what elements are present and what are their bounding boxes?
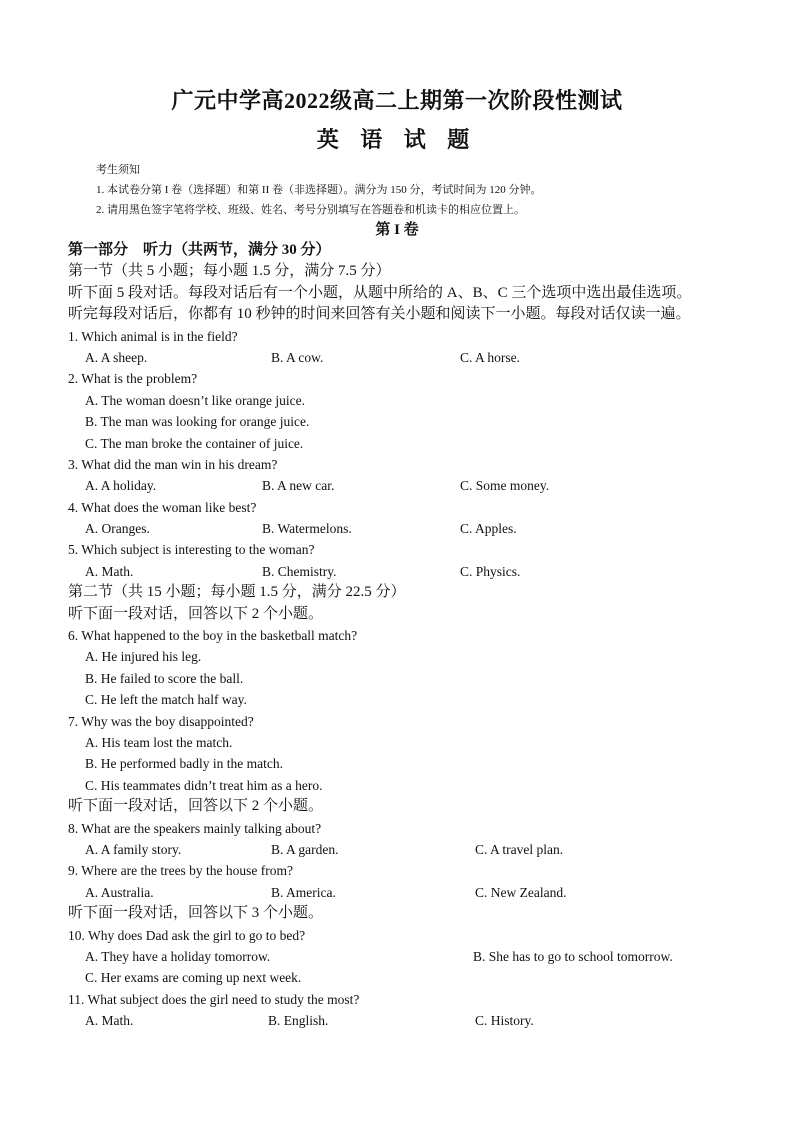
dialog-instruction: 听下面一段对话，回答以下 2 个小题。 xyxy=(68,798,324,815)
option-a: A. Math. xyxy=(85,1013,134,1029)
part-heading: 第一部分 听力（共两节，满分 30 分） xyxy=(68,242,331,258)
question-stem: 2. What is the problem? xyxy=(68,371,198,387)
option-a: A. A family story. xyxy=(85,841,182,857)
dialog-instruction: 听下面一段对话，回答以下 2 个小题。 xyxy=(68,605,324,622)
question-stem: 11. What subject does the girl need to study the most? xyxy=(68,991,360,1007)
listening-section xyxy=(68,240,748,1031)
option-c: C. Physics. xyxy=(460,563,521,579)
option-c: C. He left the match half way. xyxy=(85,692,247,708)
question-stem: 6. What happened to the boy in the basketball match? xyxy=(68,628,358,644)
option-c: C. New Zealand. xyxy=(475,884,567,900)
option-c: C. A horse. xyxy=(460,349,521,365)
option-c: C. His teammates didn’t treat him as a hero. xyxy=(85,777,323,793)
question-stem: 3. What did the man win in his dream? xyxy=(68,456,278,472)
notice-item: 1. 本试卷分第 I 卷（选择题）和第 II 卷（非选择题）。满分为 150 分，考试时间为 120 分钟。 xyxy=(96,184,542,196)
candidate-notice xyxy=(96,160,542,220)
option-a: A. Math. xyxy=(85,563,134,579)
option-c: C. Her exams are coming up next week. xyxy=(85,970,302,986)
question-stem: 10. Why does Dad ask the girl to go to bed? xyxy=(68,927,306,943)
option-c: C. The man broke the container of juice. xyxy=(85,435,304,451)
option-row xyxy=(68,946,748,967)
dialog-instruction: 听下面一段对话，回答以下 3 个小题。 xyxy=(68,905,324,922)
notice-heading: 考生须知 xyxy=(96,164,140,176)
instruction-line: 听完每段对话后，你都有 10 秒钟的时间来回答有关小题和阅读下一小题。每段对话仅读一遍。 xyxy=(68,306,691,323)
option-a: A. He injured his leg. xyxy=(85,649,202,665)
option-a: A. A sheep. xyxy=(85,349,148,365)
question-stem: 7. Why was the boy disappointed? xyxy=(68,713,254,729)
option-b: B. English. xyxy=(268,1013,329,1029)
option-c: C. A travel plan. xyxy=(475,841,564,857)
option-c: C. Apples. xyxy=(460,521,517,537)
question-stem: 9. Where are the trees by the house from? xyxy=(68,863,294,879)
option-b: B. A new car. xyxy=(262,478,335,494)
exam-title: 广元中学高2022级高二上期第一次阶段性测试 xyxy=(171,88,623,113)
option-row xyxy=(68,475,748,496)
option-b: B. A cow. xyxy=(271,349,324,365)
option-row xyxy=(68,561,748,582)
option-b: B. Chemistry. xyxy=(262,563,337,579)
option-c: C. Some money. xyxy=(460,478,550,494)
option-a: A. A holiday. xyxy=(85,478,157,494)
option-b: B. America. xyxy=(271,884,336,900)
option-row xyxy=(68,839,748,860)
exam-subtitle: 英 语 试 题 xyxy=(316,127,478,152)
option-c: C. History. xyxy=(475,1013,534,1029)
option-b: B. He performed badly in the match. xyxy=(85,756,283,772)
option-b: B. A garden. xyxy=(271,841,339,857)
option-b: B. She has to go to school tomorrow. xyxy=(473,948,673,964)
option-a: A. His team lost the match. xyxy=(85,734,233,750)
question-stem: 4. What does the woman like best? xyxy=(68,499,257,515)
option-b: B. The man was looking for orange juice. xyxy=(85,414,310,430)
notice-item: 2. 请用黑色签字笔将学校、班级、姓名、考号分别填写在答题卷和机读卡的相应位置上。 xyxy=(96,204,525,216)
question-stem: 8. What are the speakers mainly talking about? xyxy=(68,820,322,836)
option-row xyxy=(68,882,748,903)
instruction-line: 听下面 5 段对话。每段对话后有一个小题，从题中所给的 A、B、C 三个选项中选出最佳选项。 xyxy=(68,284,692,301)
option-a: A. They have a holiday tomorrow. xyxy=(85,948,271,964)
question-stem: 1. Which animal is in the field? xyxy=(68,328,238,344)
option-row xyxy=(68,518,748,539)
section-heading: 第二节（共 15 小题；每小题 1.5 分，满分 22.5 分） xyxy=(68,584,406,601)
option-row xyxy=(68,1010,748,1031)
option-a: A. The woman doesn’t like orange juice. xyxy=(85,392,305,408)
option-a: A. Oranges. xyxy=(85,521,150,537)
volume-heading: 第 I 卷 xyxy=(375,222,419,238)
question-stem: 5. Which subject is interesting to the woman? xyxy=(68,542,315,558)
section-heading: 第一节（共 5 小题；每小题 1.5 分，满分 7.5 分） xyxy=(68,263,391,280)
option-row xyxy=(68,347,748,368)
option-a: A. Australia. xyxy=(85,884,154,900)
option-b: B. Watermelons. xyxy=(262,521,352,537)
option-b: B. He failed to score the ball. xyxy=(85,670,244,686)
